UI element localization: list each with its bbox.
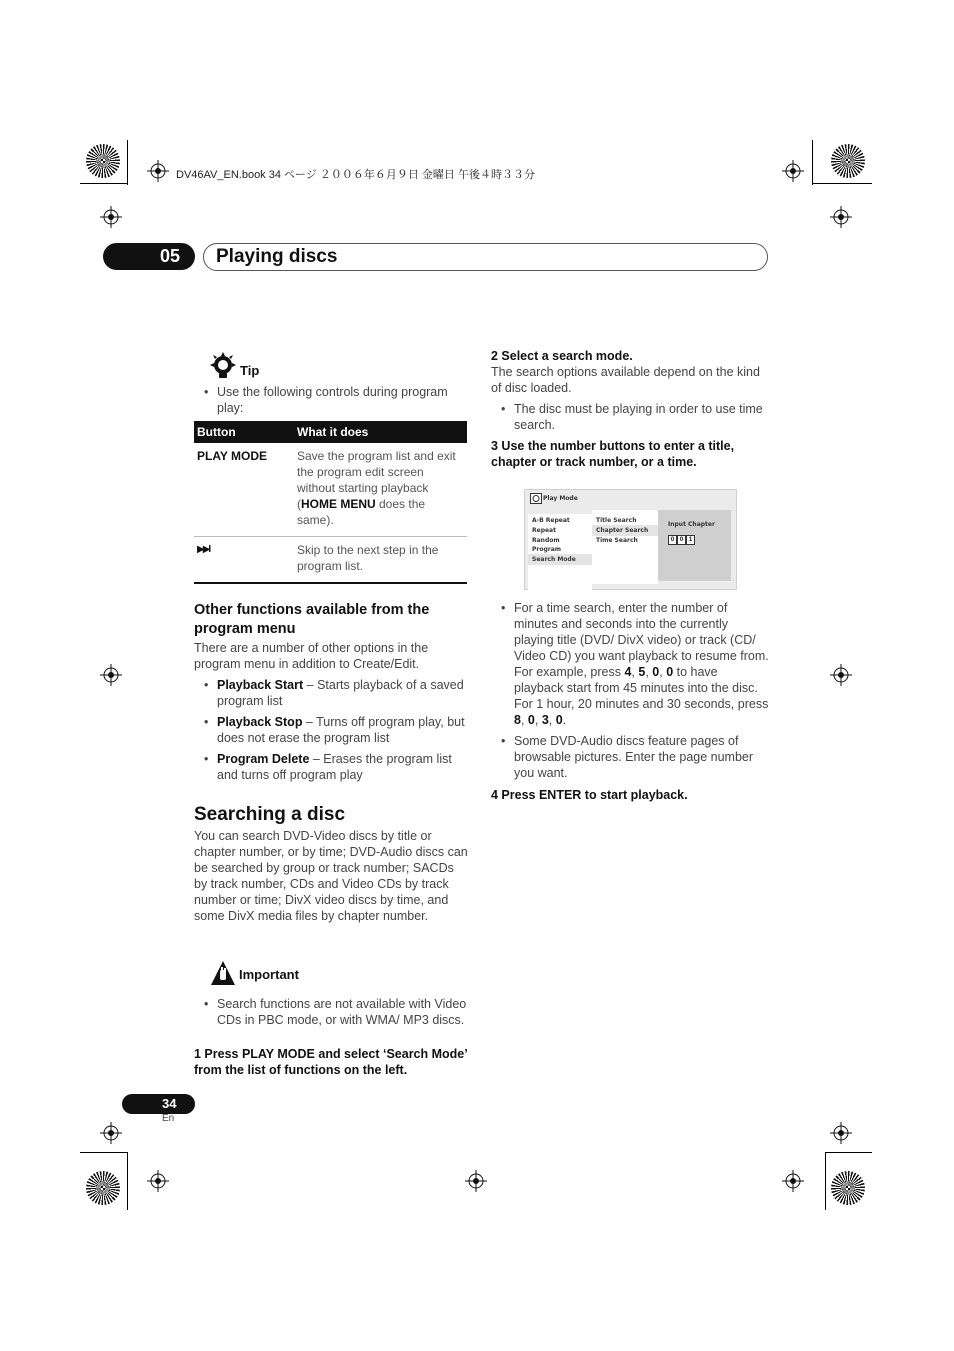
screen-title: Play Mode	[543, 495, 578, 502]
right-column	[491, 348, 769, 470]
osd-middle-menu	[592, 510, 658, 584]
other-functions-heading: Other functions available from the program menu	[194, 602, 430, 637]
searching-body: You can search DVD-Video discs by title or chapter number, or by time; DVD-Audio discs can be searched by group or track number; SACDs by track number, CDs and Video CDs by track number or time; DivX video discs by time, and some DivX media files by chapter number.	[194, 829, 468, 923]
language-code: En	[162, 1113, 175, 1124]
step-4-heading: 4 Press ENTER to start playback.	[491, 788, 688, 802]
starburst-mark	[831, 1171, 865, 1205]
list-item: • Some DVD-Audio discs feature pages of browsable pictures. Enter the page number you want.	[491, 733, 769, 781]
disc-icon	[530, 493, 542, 504]
list-item: • The disc must be playing in order to use time search.	[491, 401, 769, 433]
tip-box	[194, 352, 467, 584]
table-row	[194, 537, 467, 584]
menu-item-selected: Chapter Search	[592, 525, 658, 536]
table-row	[194, 443, 467, 537]
searching-section	[194, 803, 468, 924]
desc-cell: Save the program list and exit the program edit screen without starting playback (HOME MENU does the same).	[297, 449, 456, 527]
other-functions-intro: There are a number of other options in the program menu in addition to Create/Edit.	[194, 641, 429, 671]
registration-mark	[782, 160, 804, 182]
table-header: Button	[194, 421, 294, 443]
page-number-badge	[122, 1094, 195, 1114]
page-number: 34	[162, 1096, 177, 1111]
menu-item-selected: Search Mode	[528, 554, 598, 565]
controls-table	[194, 421, 467, 584]
digit-box: 0	[677, 535, 686, 545]
play-mode-screen	[524, 489, 737, 590]
menu-item: A-B Repeat	[532, 517, 570, 524]
tip-heading: Tip	[240, 363, 260, 378]
menu-item: Repeat	[532, 527, 556, 534]
registration-mark	[830, 206, 852, 228]
menu-item: Title Search	[596, 517, 637, 524]
print-header: DV46AV_EN.book 34 ページ ２００６年６月９日 金曜日 午後４時３３分	[176, 169, 535, 181]
starburst-mark	[86, 144, 120, 178]
list-item: • For a time search, enter the number of minutes and seconds into the currently playing title (DVD/ DivX video) or track (CD/ Video CD) you want playback to resume from. For example, press 4, 5, 0, 0 to have playback start from 45 minutes into the disc. For 1 hour, 20 minutes and 30 seconds, press 8, 0, 3, 0.	[491, 600, 769, 728]
menu-item: Random	[532, 537, 560, 544]
menu-item: Time Search	[596, 537, 638, 544]
step-2-heading: 2 Select a search mode.	[491, 349, 633, 363]
button-cell: ▶▶I	[197, 544, 210, 555]
osd-left-menu	[528, 514, 592, 590]
starburst-mark	[831, 144, 865, 178]
table-header: What it does	[294, 421, 467, 443]
chapter-title: Playing discs	[216, 246, 338, 267]
step-1: 1 Press PLAY MODE and select ‘Search Mode’ from the list of functions on the left.	[194, 1047, 468, 1077]
input-label: Input Chapter	[668, 521, 715, 528]
menu-item: Program	[532, 546, 562, 553]
registration-mark	[830, 1122, 852, 1144]
section-title: Searching a disc	[194, 804, 346, 825]
chapter-number: 05	[160, 246, 181, 266]
step-2-body: The search options available depend on the kind of disc loaded.	[491, 365, 760, 395]
important-heading: Important	[239, 967, 299, 982]
important-box	[194, 960, 468, 1033]
chapter-number-badge	[103, 243, 195, 270]
osd-input-panel	[658, 510, 731, 581]
registration-mark	[100, 206, 122, 228]
digit-box: 1	[686, 535, 695, 545]
list-item: • Program Delete – Erases the program list and turns off program play	[194, 751, 468, 783]
registration-mark	[465, 1170, 487, 1192]
digit-box: 0	[668, 535, 677, 545]
list-item: • Playback Start – Starts playback of a saved program list	[194, 677, 468, 709]
registration-mark	[100, 1122, 122, 1144]
list-item: • Playback Stop – Turns off program play, but does not erase the program list	[194, 714, 468, 746]
starburst-mark	[86, 1171, 120, 1205]
important-hand-icon	[210, 960, 236, 986]
button-cell: PLAY MODE	[197, 449, 268, 463]
important-text: • Search functions are not available with Video CDs in PBC mode, or with WMA/ MP3 discs.	[194, 996, 468, 1028]
step-3-heading: 3 Use the number buttons to enter a title, chapter or track number, or a time.	[491, 439, 735, 469]
registration-mark	[782, 1170, 804, 1192]
desc-cell: Skip to the next step in the program list.	[297, 543, 439, 573]
right-column-lower	[491, 600, 769, 803]
registration-mark	[147, 1170, 169, 1192]
registration-mark	[100, 664, 122, 686]
registration-mark	[830, 664, 852, 686]
tip-lightbulb-icon	[210, 352, 236, 380]
registration-mark	[147, 160, 169, 182]
tip-intro: • Use the following controls during program play:	[194, 384, 467, 416]
other-functions-section	[194, 601, 468, 788]
